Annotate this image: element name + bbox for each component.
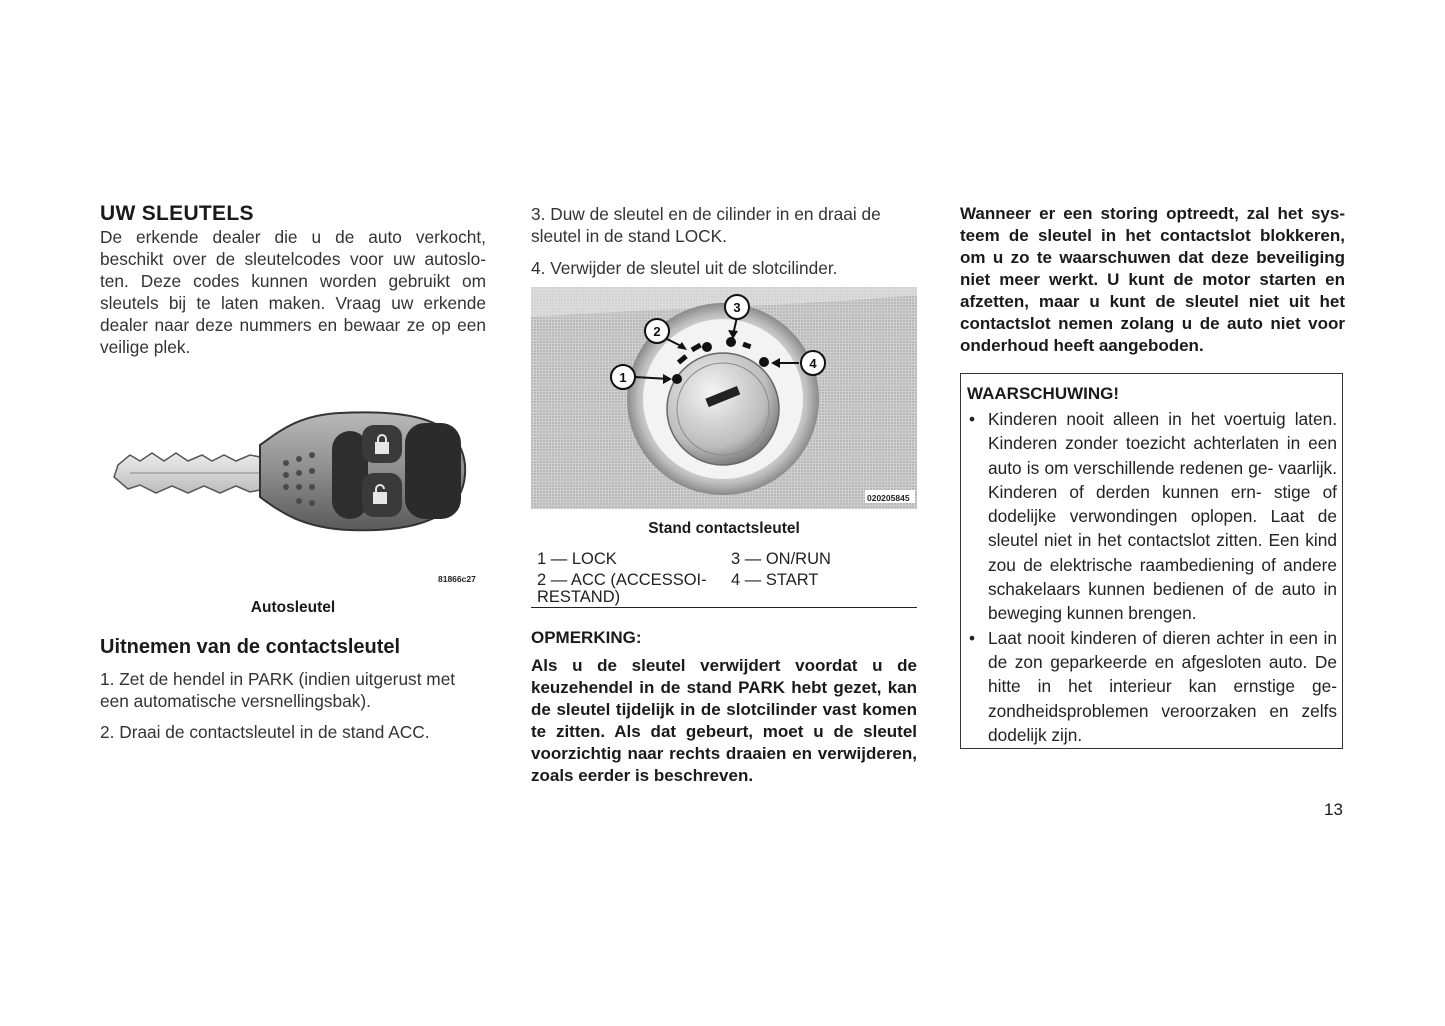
key-figure (100, 385, 486, 590)
ignition-figure-caption: Stand contactsleutel (648, 520, 800, 537)
figure-code: 020205845 (867, 493, 910, 503)
intro-paragraph: De erkende dealer die u de auto verkocht, beschikt over de sleutelcodes voor uw autoslo- ten. Deze codes kunnen worden gebruikt om sleutels bij te laten maken. Vraag uw erkende dealer naar deze nummers en bewaar ze op een veilige plek. (100, 227, 486, 357)
legend-item-4: 4 — START (731, 571, 819, 589)
warning-list (967, 407, 1337, 747)
ignition-cylinder (667, 353, 779, 465)
warning-box (960, 373, 1343, 749)
ignition-figure (531, 287, 917, 509)
legend-item-1: 1 — LOCK (537, 550, 617, 568)
legend-item-2: 2 — ACC (ACCESSOI- RESTAND) (537, 571, 707, 606)
marker-3: 3 (733, 300, 741, 315)
subheading: Uitnemen van de contactsleutel (100, 636, 401, 658)
position-legend (531, 551, 917, 608)
step-2: 2. Draai de contactsleutel in de stand ACC. (100, 722, 430, 742)
step-1: 1. Zet de hendel in PARK (indien uitgerust met een automatische versnellingsbak). (100, 669, 456, 711)
note-text: Als u de sleutel verwijdert voordat u de keuzehendel in de stand PARK hebt gezet, kan de sleutel tijdelijk in de slotcilinder vast komen te zitten. Als dat gebeurt, moet u de sleutel voorzichtig naar rechts draaien en verwijderen, zoals eerder is beschreven. (531, 656, 917, 785)
malfunction-text: Wanneer er een storing optreedt, zal het sys- teem de sleutel in het contactslot blokkeren, om u zo te waarschuwen dat deze beveiliging niet meer werkt. U kunt de motor starten en afzetten, maar u kunt de sleutel niet uit het contactslot nemen zolang u de auto niet voor onderhoud heeft aangeboden. (960, 204, 1345, 355)
bullet-icon: • (969, 627, 976, 648)
marker-1: 1 (619, 370, 627, 385)
marker-4: 4 (809, 356, 817, 371)
page-number: 13 (1324, 800, 1343, 819)
step-3: 3. Duw de sleutel en de cilinder in en draai de sleutel in de stand LOCK. (531, 204, 881, 246)
legend-item-3: 3 — ON/RUN (731, 550, 831, 568)
car-key-illustration (100, 385, 486, 590)
section-heading: UW SLEUTELS (100, 202, 254, 225)
warning-item: • Laat nooit kinderen of dieren achter in een in de zon geparkeerde en afgesloten auto. De hitte in het interieur kan ernstige ge- zondheidsproblemen veroorzaken en zelfs dodelijk zijn. (969, 627, 1337, 745)
bullet-icon: • (969, 409, 976, 429)
warning-title: WAARSCHUWING! (967, 384, 1120, 403)
panic-button (405, 423, 461, 519)
note-title: OPMERKING: (531, 628, 642, 647)
step-4: 4. Verwijder de sleutel uit de slotcilinder. (531, 258, 838, 278)
key-figure-caption: Autosleutel (250, 599, 336, 616)
marker-2: 2 (653, 324, 661, 339)
column-left (100, 202, 486, 358)
ignition-illustration (531, 287, 917, 509)
warning-item: • Kinderen nooit alleen in het voertuig laten. Kinderen zonder toezicht achterlaten in een auto is om verschillende redenen ge- vaarlijk. Kinderen of derden kunnen ern- stige of dodelijke verwondingen oplopen. Laat de sleutel niet in het contactslot zitten. Een kind zou de elektrische raambediening of andere schakelaars kunnen bedienen of de auto in beweging kunnen brengen. (969, 409, 1337, 624)
figure-code: 81866c27 (438, 574, 476, 584)
